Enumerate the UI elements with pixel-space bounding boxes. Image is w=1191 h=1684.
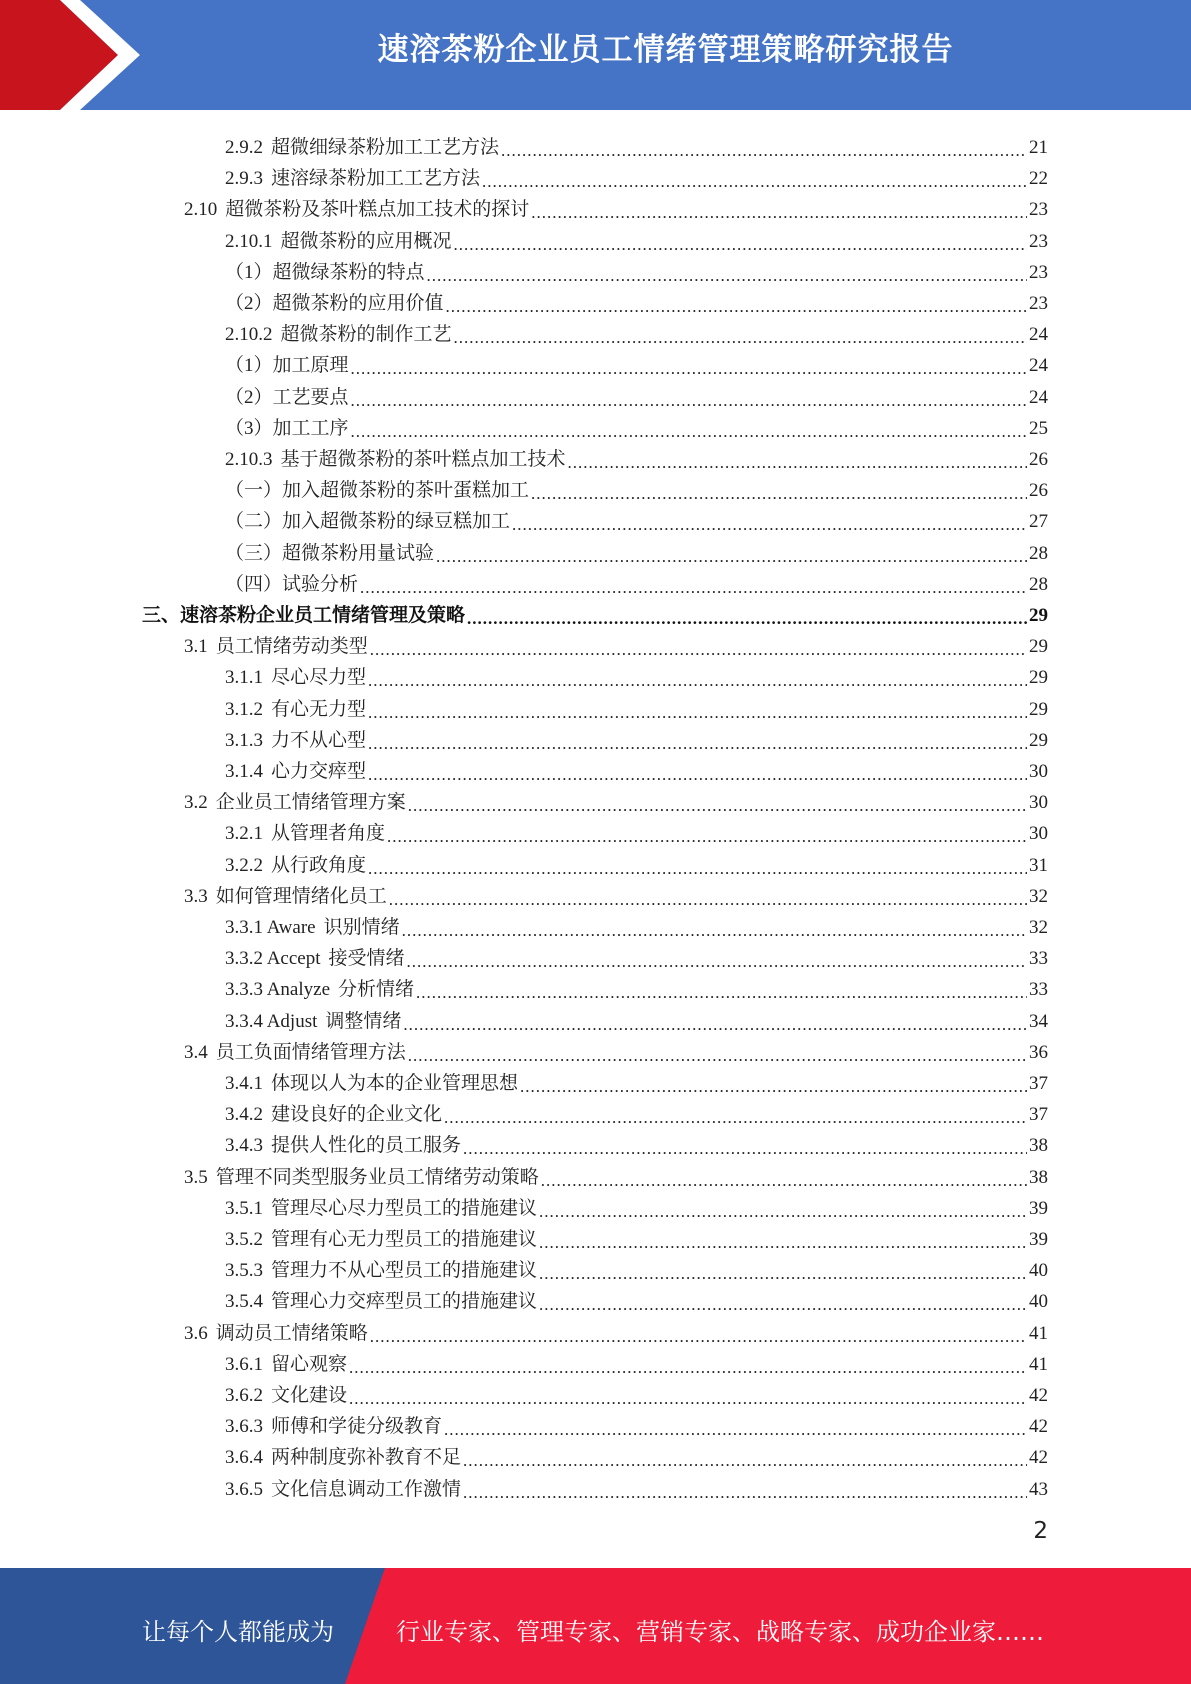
footer-slogan-left: 让每个人都能成为 [142, 1618, 334, 1646]
toc-entry-text: 从行政角度 [271, 854, 367, 876]
header-band [0, 0, 1191, 110]
toc-entry[interactable] [225, 752, 1048, 783]
toc-entry-page: 38 [1029, 1166, 1048, 1188]
toc-entry-number: 3.3.1 Aware [225, 917, 316, 938]
toc-entry-page: 33 [1029, 979, 1048, 1001]
toc-entry-page: 36 [1029, 1041, 1048, 1063]
toc-dot-leader [403, 1012, 1027, 1033]
toc-entry-number: 3.6.5 [225, 1478, 263, 1500]
toc-dot-leader [351, 419, 1027, 440]
toc-entry-label [184, 1037, 408, 1064]
toc-entry-label [225, 413, 351, 440]
toc-entry-label [225, 226, 454, 253]
page-number: 2 [1033, 1518, 1048, 1544]
toc-entry-label [225, 1286, 539, 1313]
toc-dot-leader [416, 980, 1027, 1001]
toc-entry-number: 3.3.3 Analyze [225, 979, 331, 1001]
toc-entry-text: 三、速溶茶粉企业员工情绪管理及策略 [142, 605, 466, 626]
toc-entry-label [225, 1130, 463, 1157]
toc-entry[interactable] [225, 1064, 1048, 1095]
toc-entry-text: 基于超微茶粉的茶叶糕点加工技术 [280, 449, 566, 470]
toc-entry-page: 31 [1029, 854, 1048, 876]
toc-entry-number: 3.5.1 [225, 1197, 263, 1219]
toc-entry[interactable] [184, 190, 1048, 221]
toc-dot-leader [444, 1417, 1027, 1438]
toc-dot-leader [531, 481, 1027, 502]
toc-dot-leader [387, 824, 1027, 845]
toc-entry-label [225, 1442, 463, 1469]
toc-dot-leader [539, 1261, 1027, 1282]
toc-dot-leader [370, 637, 1027, 658]
toc-dot-leader [463, 1136, 1027, 1157]
toc-entry-number: 3.4.1 [225, 1073, 263, 1094]
toc-entry-page: 24 [1029, 355, 1048, 377]
toc-entry-label [225, 132, 501, 159]
toc-entry-text: 管理力不从心型员工的措施建议 [271, 1260, 538, 1282]
toc-entry[interactable] [225, 471, 1048, 502]
toc-entry[interactable] [225, 128, 1048, 159]
toc-entry-text: （1）超微绿茶粉的特点 [225, 261, 425, 283]
toc-entry-text: 分析情绪 [338, 979, 415, 1001]
toc-entry-number: 3.3 [184, 885, 208, 907]
toc-entry[interactable] [225, 222, 1048, 253]
toc-entry-text: （3）加工工序 [225, 417, 349, 439]
toc-entry-page: 30 [1029, 761, 1048, 782]
toc-entry-page: 42 [1029, 1416, 1048, 1438]
toc-entry-number: 3.5.2 [225, 1229, 263, 1250]
toc-entry-number: 3.2.2 [225, 854, 263, 876]
toc-entry-page: 28 [1029, 573, 1048, 595]
toc-dot-leader [454, 232, 1027, 253]
toc-entry-label [225, 1474, 463, 1501]
toc-entry[interactable] [225, 814, 1048, 845]
toc-entry-text: 提供人性化的员工服务 [271, 1135, 462, 1157]
toc-entry-label [142, 600, 467, 627]
toc-entry[interactable] [225, 846, 1048, 877]
toc-entry[interactable] [184, 1033, 1048, 1064]
toc-entry-page: 38 [1029, 1135, 1048, 1157]
toc-entry-text: 从管理者角度 [271, 823, 386, 845]
toc-entry-page: 29 [1029, 636, 1048, 658]
toc-entry[interactable] [225, 502, 1048, 533]
toc-dot-leader [368, 731, 1027, 752]
toc-entry-label [225, 974, 416, 1001]
toc-entry-page: 40 [1029, 1260, 1048, 1282]
toc-entry-page: 26 [1029, 480, 1048, 502]
toc-entry[interactable] [184, 627, 1048, 658]
toc-entry-page: 41 [1029, 1322, 1048, 1344]
toc-entry-label [225, 1099, 444, 1126]
toc-dot-leader [370, 1324, 1027, 1345]
toc-entry[interactable] [225, 1438, 1048, 1469]
toc-entry-label [225, 1349, 349, 1376]
toc-entry-text: 调动员工情绪策略 [215, 1322, 368, 1344]
toc-entry-text: 接受情绪 [328, 948, 405, 970]
toc-entry-label [225, 756, 368, 783]
toc-entry-number: 3.6.2 [225, 1385, 263, 1406]
toc-entry-page: 30 [1029, 792, 1048, 814]
toc-entry-number: 3.6.3 [225, 1416, 263, 1438]
toc-entry-text: （1）加工原理 [225, 355, 349, 377]
toc-entry[interactable] [225, 1407, 1048, 1438]
toc-entry-text: 管理有心无力型员工的措施建议 [271, 1229, 538, 1250]
toc-entry-page: 24 [1029, 386, 1048, 408]
toc-dot-leader [482, 169, 1027, 190]
toc-dot-leader [349, 1355, 1027, 1376]
toc-entry[interactable] [225, 346, 1048, 377]
toc-entry-text: （一）加入超微茶粉的茶叶蛋糕加工 [225, 480, 530, 502]
toc-dot-leader [407, 949, 1027, 970]
toc-entry-page: 25 [1029, 417, 1048, 439]
toc-entry-text: 管理心力交瘁型员工的措施建议 [271, 1291, 538, 1313]
toc-entry[interactable] [225, 721, 1048, 752]
toc-entry-text: （2）超微茶粉的应用价值 [225, 293, 444, 314]
toc-entry-text: 员工负面情绪管理方法 [215, 1041, 406, 1063]
toc-entry-page: 23 [1029, 261, 1048, 283]
toc-entry-number: 3.6.4 [225, 1447, 263, 1469]
toc-dot-leader [368, 668, 1027, 689]
toc-dot-leader [568, 450, 1027, 471]
toc-entry-page: 42 [1029, 1385, 1048, 1406]
toc-dot-leader [539, 1199, 1027, 1220]
toc-entry-number: 2.10.3 [225, 449, 273, 470]
toc-entry-text: 师傅和学徒分级教育 [271, 1416, 443, 1438]
toc-entry-text: 超微细绿茶粉加工工艺方法 [271, 137, 500, 158]
toc-entry-number: 3.5 [184, 1166, 208, 1188]
toc-entry-label [225, 1006, 403, 1033]
toc-entry[interactable] [225, 908, 1048, 939]
toc-entry-number: 3.1.2 [225, 698, 263, 720]
toc-entry-label [225, 1224, 539, 1251]
toc-entry-label [184, 1318, 370, 1345]
toc-entry-text: 管理尽心尽力型员工的措施建议 [271, 1197, 538, 1219]
toc-entry[interactable] [225, 1002, 1048, 1033]
toc-entry[interactable] [225, 1189, 1048, 1220]
toc-dot-leader [454, 325, 1027, 346]
toc-entry-text: 文化信息调动工作激情 [271, 1478, 462, 1500]
toc-dot-leader [368, 856, 1027, 877]
toc-entry[interactable] [225, 1251, 1048, 1282]
toc-entry[interactable] [225, 1345, 1048, 1376]
toc-dot-leader [444, 1105, 1027, 1126]
toc-entry-page: 32 [1029, 917, 1048, 938]
toc-dot-leader [389, 887, 1027, 908]
toc-entry-label [225, 1411, 444, 1438]
toc-dot-leader [501, 138, 1027, 159]
toc-dot-leader [520, 1074, 1027, 1095]
toc-entry-text: 超微茶粉及茶叶糕点加工技术的探讨 [225, 199, 530, 221]
toc-entry-text: 尽心尽力型 [271, 667, 367, 689]
toc-entry-page: 28 [1029, 542, 1048, 564]
toc-entry[interactable] [225, 1282, 1048, 1313]
toc-entry-number: 3.5.3 [225, 1260, 263, 1282]
toc-entry-text: 超微茶粉的应用概况 [280, 230, 452, 252]
toc-entry-label [184, 631, 370, 658]
toc-entry[interactable] [184, 1314, 1048, 1345]
toc-entry-text: （四）试验分析 [225, 573, 359, 595]
toc-entry[interactable] [225, 565, 1048, 596]
toc-entry-label [225, 662, 368, 689]
toc-entry[interactable] [225, 253, 1048, 284]
toc-entry-page: 26 [1029, 449, 1048, 470]
toc-entry-number: 3.4.2 [225, 1104, 263, 1126]
toc-entry-text: 心力交瘁型 [271, 761, 367, 782]
toc-dot-leader [463, 1448, 1027, 1469]
toc-entry-label [184, 1162, 541, 1189]
toc-entry-text: 员工情绪劳动类型 [215, 636, 368, 658]
toc-entry-label [225, 444, 568, 471]
toc-entry-label [225, 850, 368, 877]
toc-entry-label [225, 382, 351, 409]
toc-dot-leader [408, 793, 1027, 814]
toc-entry-number: 3.3.4 Adjust [225, 1010, 318, 1032]
report-title: 速溶茶粉企业员工情绪管理策略研究报告 [377, 32, 954, 68]
toc-entry-label [225, 163, 482, 190]
toc-entry-page: 43 [1029, 1478, 1048, 1500]
toc-entry-text: （2）工艺要点 [225, 386, 349, 408]
toc-entry-label [225, 319, 454, 346]
toc-entry-number: 2.9.3 [225, 168, 263, 190]
toc-entry-page: 23 [1029, 199, 1048, 221]
toc-entry-number: 3.6.1 [225, 1353, 263, 1375]
toc-entry[interactable] [225, 315, 1048, 346]
toc-entry[interactable] [225, 159, 1048, 190]
toc-entry-number: 3.1.3 [225, 729, 263, 751]
toc-entry-number: 2.10.1 [225, 230, 273, 252]
toc-entry-text: 企业员工情绪管理方案 [215, 792, 406, 814]
toc-entry-label [225, 288, 446, 315]
toc-entry-label [184, 787, 408, 814]
toc-entry-page: 29 [1029, 698, 1048, 720]
toc-dot-leader [368, 700, 1027, 721]
toc-entry[interactable] [142, 596, 1048, 627]
toc-entry-page: 27 [1029, 511, 1048, 533]
toc-entry-label [225, 506, 512, 533]
toc-entry-text: （二）加入超微茶粉的绿豆糕加工 [225, 511, 511, 533]
toc-dot-leader [408, 1043, 1027, 1064]
toc-entry-label [225, 1193, 539, 1220]
toc-entry-text: 管理不同类型服务业员工情绪劳动策略 [215, 1166, 539, 1188]
toc-entry-number: 3.1.1 [225, 667, 263, 689]
toc-entry-text: 两种制度弥补教育不足 [271, 1447, 462, 1469]
toc-entry[interactable] [184, 1158, 1048, 1189]
toc-entry-number: 3.2 [184, 792, 208, 814]
toc-entry[interactable] [225, 939, 1048, 970]
toc-entry[interactable] [225, 658, 1048, 689]
toc-entry-number: 3.2.1 [225, 823, 263, 845]
toc-entry[interactable] [225, 1095, 1048, 1126]
toc-entry[interactable] [225, 409, 1048, 440]
toc-dot-leader [539, 1292, 1027, 1313]
toc-entry-text: （三）超微茶粉用量试验 [225, 542, 435, 564]
toc-entry-label [225, 943, 407, 970]
toc-entry-text: 建设良好的企业文化 [271, 1104, 443, 1126]
toc-entry-label [184, 881, 389, 908]
toc-dot-leader [360, 575, 1027, 596]
toc-entry-page: 41 [1029, 1353, 1048, 1375]
toc-entry[interactable] [225, 534, 1048, 565]
toc-entry-page: 34 [1029, 1010, 1048, 1032]
toc-entry[interactable] [225, 970, 1048, 1001]
toc-entry[interactable] [225, 378, 1048, 409]
toc-entry-page: 29 [1029, 605, 1048, 626]
toc-entry-label [225, 1255, 539, 1282]
toc-entry-label [184, 194, 531, 221]
toc-entry-label [225, 912, 402, 939]
toc-entry-text: 调整情绪 [325, 1010, 402, 1032]
toc-dot-leader [512, 512, 1027, 533]
toc-entry-text: 文化建设 [271, 1385, 348, 1406]
toc-entry-number: 3.4.3 [225, 1135, 263, 1157]
toc-dot-leader [541, 1168, 1027, 1189]
toc-entry-page: 21 [1029, 137, 1048, 158]
toc-dot-leader [463, 1480, 1027, 1501]
toc-entry-page: 29 [1029, 729, 1048, 751]
toc-entry-page: 22 [1029, 168, 1048, 190]
toc-entry-label [225, 569, 360, 596]
toc-entry-number: 3.1.4 [225, 761, 263, 782]
toc-entry-number: 3.6 [184, 1322, 208, 1344]
toc-entry[interactable] [225, 1376, 1048, 1407]
toc-entry-page: 39 [1029, 1229, 1048, 1250]
toc-entry-page: 37 [1029, 1104, 1048, 1126]
toc-entry-label [225, 725, 368, 752]
toc-entry-page: 24 [1029, 324, 1048, 346]
toc-entry-page: 33 [1029, 948, 1048, 970]
toc-entry-page: 29 [1029, 667, 1048, 689]
toc-entry-label [225, 538, 436, 565]
toc-entry-text: 识别情绪 [323, 917, 400, 938]
toc-entry-number: 3.4 [184, 1041, 208, 1063]
toc-entry-text: 体现以人为本的企业管理思想 [271, 1073, 519, 1094]
toc-entry-number: 2.10.2 [225, 324, 273, 346]
toc-entry[interactable] [225, 1220, 1048, 1251]
toc-dot-leader [436, 544, 1027, 565]
toc-entry-page: 32 [1029, 885, 1048, 907]
toc-dot-leader [427, 263, 1027, 284]
toc-entry-number: 2.10 [184, 199, 218, 221]
toc-dot-leader [349, 1386, 1027, 1407]
toc-entry-text: 如何管理情绪化员工 [215, 885, 387, 907]
toc-entry-page: 37 [1029, 1073, 1048, 1094]
toc-dot-leader [351, 388, 1027, 409]
toc-entry-text: 速溶绿茶粉加工工艺方法 [271, 168, 481, 190]
toc-entry-text: 力不从心型 [271, 729, 367, 751]
toc-entry-label [225, 694, 368, 721]
toc-entry-label [225, 1380, 349, 1407]
toc-entry-text: 留心观察 [271, 1353, 348, 1375]
toc-entry[interactable] [225, 1126, 1048, 1157]
toc-entry-number: 3.3.2 Accept [225, 948, 321, 970]
toc-entry-page: 23 [1029, 293, 1048, 314]
toc-entry-page: 40 [1029, 1291, 1048, 1313]
toc-dot-leader [402, 918, 1027, 939]
toc-entry-label [225, 818, 387, 845]
toc-entry-label [225, 350, 351, 377]
toc-entry-page: 39 [1029, 1197, 1048, 1219]
toc-entry[interactable] [225, 690, 1048, 721]
toc-entry[interactable] [225, 284, 1048, 315]
toc-dot-leader [368, 762, 1027, 783]
toc-entry-number: 3.1 [184, 636, 208, 658]
toc-dot-leader [351, 356, 1027, 377]
toc-entry-page: 23 [1029, 230, 1048, 252]
toc-dot-leader [539, 1230, 1027, 1251]
toc-entry[interactable] [225, 440, 1048, 471]
footer-slogan-right: 行业专家、管理专家、营销专家、战略专家、成功企业家…… [396, 1618, 1044, 1646]
header-chevron-decoration [0, 0, 160, 110]
toc-entry-text: 超微茶粉的制作工艺 [280, 324, 452, 346]
toc-entry-label [225, 257, 427, 284]
toc-entry-text: 有心无力型 [271, 698, 367, 720]
toc-dot-leader [531, 200, 1027, 221]
toc-entry-label [225, 475, 531, 502]
toc-entry-number: 3.5.4 [225, 1291, 263, 1313]
toc-entry[interactable] [184, 783, 1048, 814]
toc-entry-page: 42 [1029, 1447, 1048, 1469]
toc-entry-number: 2.9.2 [225, 137, 263, 158]
toc-entry-label [225, 1068, 520, 1095]
toc-entry[interactable] [184, 877, 1048, 908]
toc-dot-leader [467, 606, 1027, 627]
toc-entry[interactable] [225, 1470, 1048, 1501]
toc-dot-leader [446, 294, 1027, 315]
toc-entry-page: 30 [1029, 823, 1048, 845]
